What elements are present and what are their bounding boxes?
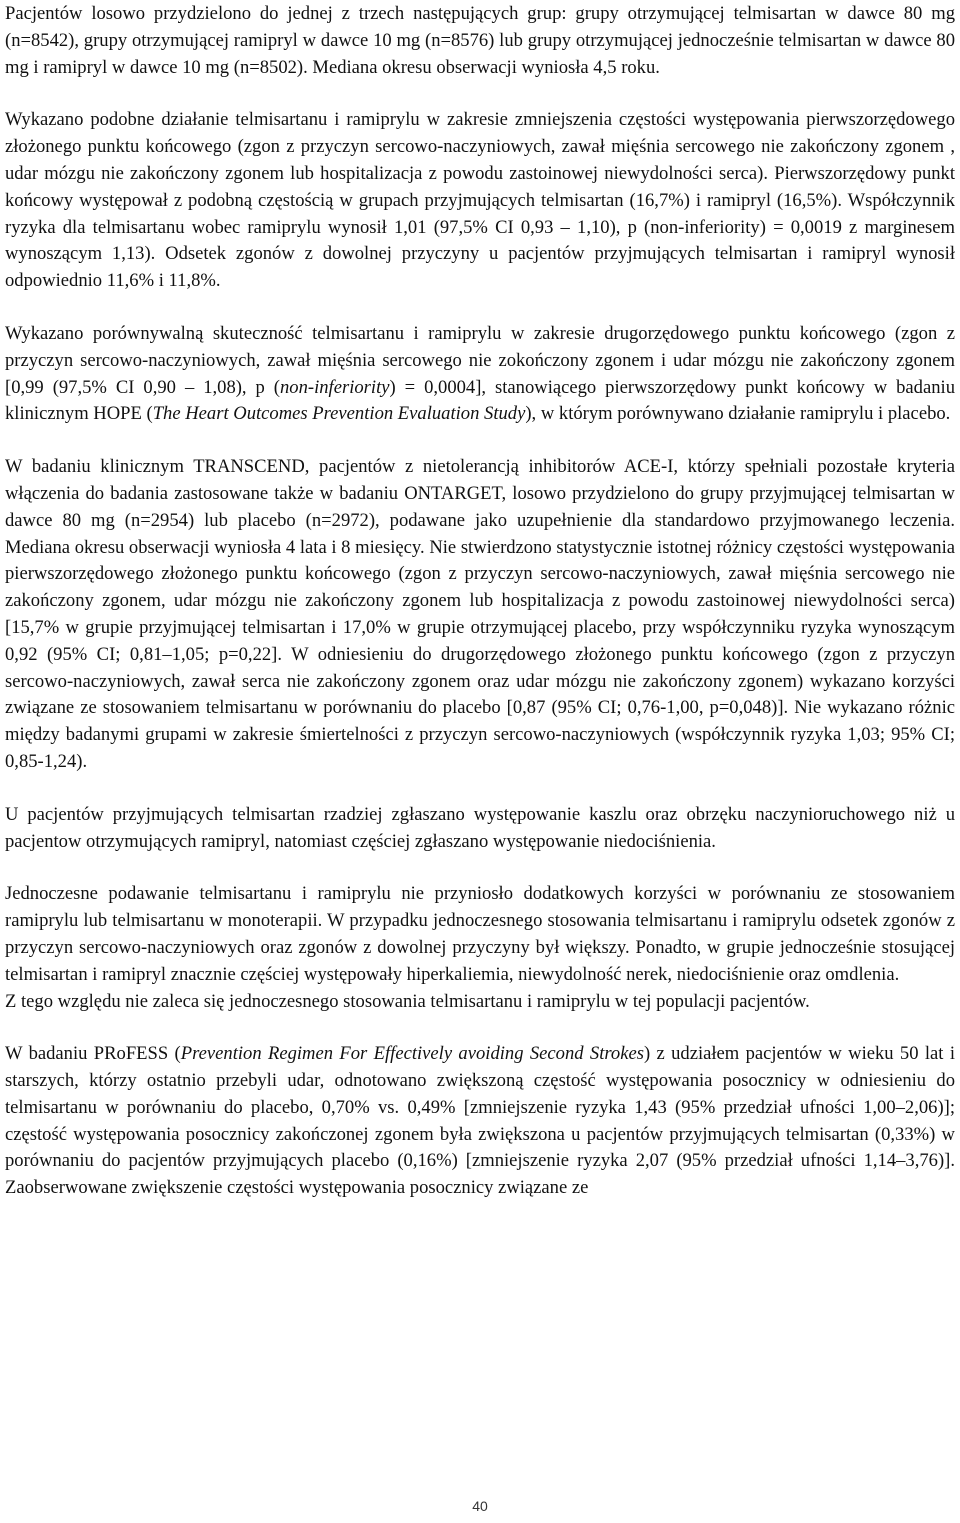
- italic-segment: non-inferiority: [280, 376, 390, 398]
- page-number: 40: [472, 1498, 488, 1514]
- text-segment: ) = 0,0004], stanowiącego pierwszorzędowy punkt końcowy w badaniu klinicznym HOPE (: [5, 376, 955, 425]
- text-segment: W badaniu klinicznym TRANSCEND, pacjentów z nietolerancją inhibitorów ACE-I, którzy spełniali pozostałe kryteria włączenia do badania zastosowane także w badaniu ONTARGET, losowo przydzielono do grupy przyjmującej telmisartan w dawce 80 mg (n=2954) lub placebo (n=2972), podawane jako uzupełnienie dla standardowo przyjmowanego leczenia. Mediana okresu obserwacji wyniosła 4 lata i 8 miesięcy. Nie stwierdzono statystycznie istotnej różnicy częstości występowania pierwszorzędowego złożonego punktu końcowego (zgon z przyczyn sercowo-naczyniowych, zawał mięśnia sercowego nie zakończony zgonem, udar mózgu nie zakończony zgonem lub hospitalizacja z powodu zastoinowej niewydolności serca) [15,7% w grupie przyjmującej telmisartan i 17,0% w grupie otrzymującej placebo, przy współczynniku ryzyka wynoszącym 0,92 (95% CI; 0,81–1,05; p=0,22]. W odniesieniu do drugorzędowego złożonego punktu końcowego (zgon z przyczyn sercowo-naczyniowych, zawał serca nie zakończony zgonem oraz udar mózgu nie zakończony zgonem) wykazano korzyści związane ze stosowaniem telmisartanu w porównaniu do placebo [0,87 (95% CI; 0,76-1,00, p=0,048)]. Nie wykazano różnic między badanymi grupami w zakresie śmiertelności z przyczyn sercowo-naczyniowych (współczynnik ryzyka 1,03; 95% CI; 0,85-1,24).: [5, 456, 955, 772]
- text-segment: Wykazano porównywalną skuteczność telmisartanu i ramiprylu w zakresie drugorzędowego punktu końcowego (zgon z przyczyn sercowo-naczyniowych, zawał mięśnia sercowego nie zokończony zgonem i udar mózgu nie zakończony zgonem [0,99 (97,5% CI 0,90 – 1,08), p (: [5, 322, 955, 398]
- paragraph-not-recommended: [5, 989, 955, 1016]
- paragraph-primary-endpoint: [5, 107, 955, 295]
- text-segment: Wykazano podobne działanie telmisartanu i ramiprylu w zakresie zmniejszenia częstości występowania pierwszorzędowego złożonego punktu końcowego (zgon z przyczyn sercowo-naczyniowych, zawał mięśnia sercowego nie zakończony zgonem , udar mózgu nie zakończony zgonem lub hospitalizacja z powodu zastoinowej niewydolności serca). Pierwszorzędowy punkt końcowy występował z podobną częstością w grupach przyjmujących telmisartan (16,7%) i ramipryl (16,5%). Współczynnik ryzyka dla telmisartanu wobec ramiprylu wynosił 1,01 (97,5% CI 0,93 – 1,10), p (non-inferiority) = 0,0019 z marginesem wynoszącym 1,13). Odsetek zgonów z dowolnej przyczyny u pacjentów przyjmujących telmisartan i ramipryl wynosił odpowiednio 11,6% i 11,8%.: [5, 109, 955, 292]
- italic-segment: Prevention Regimen For Effectively avoiding Second Strokes: [180, 1043, 644, 1065]
- paragraph-cough-angioedema: [5, 802, 955, 856]
- paragraph-transcend-study: [5, 454, 955, 776]
- text-segment: ), w którym porównywano działanie ramiprylu i placebo.: [525, 403, 951, 425]
- paragraph-secondary-endpoint: [5, 321, 955, 428]
- italic-segment: The Heart Outcomes Prevention Evaluation Study: [152, 403, 526, 425]
- text-segment: Z tego względu nie zaleca się jednoczesnego stosowania telmisartanu i ramiprylu w tej populacji pacjentów.: [5, 990, 810, 1012]
- text-segment: Jednoczesne podawanie telmisartanu i ramiprylu nie przyniosło dodatkowych korzyści w porównaniu ze stosowaniem ramiprylu lub telmisartanu w monoterapii. W przypadku jednoczesnego stosowania telmisartanu i ramiprylu odsetek zgonów z przyczyn sercowo-naczyniowych oraz zgonów z dowolnej przyczyny był większy. Ponadto, w grupie jednocześnie stosującej telmisartan i ramipryl znacznie częściej występowały hiperkaliemia, niewydolność nerek, niedociśnienie oraz omdlenia.: [5, 883, 955, 985]
- text-segment: ) z udziałem pacjentów w wieku 50 lat i starszych, którzy ostatnio przebyli udar, odnotowano zwiększoną częstość występowania posocznicy w odniesieniu do telmisartanu w porównaniu do placebo, 0,70% vs. 0,49% [zmniejszenie ryzyka 1,43 (95% przedział ufności 1,00–2,06)]; częstość występowania posocznicy zakończonej zgonem była zwiększona u pacjentów przyjmujących telmisartan (0,33%) w porównaniu do pacjentów przyjmujących placebo (0,16%) [zmniejszenie ryzyka 2,07 (95% przedział ufności 1,14–3,76)]. Zaobserwowane zwiększenie częstości występowania posocznicy związane ze: [5, 1043, 955, 1199]
- text-segment: Pacjentów losowo przydzielono do jednej z trzech następujących grup: grupy otrzymującej telmisartan w dawce 80 mg (n=8542), grupy otrzymującej ramipryl w dawce 10 mg (n=8576) lub grupy otrzymującej jednocześnie telmisartan w dawce 80 mg i ramipryl w dawce 10 mg (n=8502). Mediana okresu obserwacji wyniosła 4,5 roku.: [5, 3, 955, 78]
- paragraph-profess-study: [5, 1041, 955, 1202]
- text-segment: W badaniu PRoFESS (: [5, 1043, 181, 1065]
- paragraph-study-groups: [5, 1, 955, 81]
- paragraph-combination-therapy: [5, 881, 955, 988]
- text-segment: U pacjentów przyjmujących telmisartan rzadziej zgłaszano występowanie kaszlu oraz obrzęku naczynioruchowego niż u pacjentow otrzymujących ramipryl, natomiast częściej zgłaszano występowanie niedociśnienia.: [5, 803, 955, 852]
